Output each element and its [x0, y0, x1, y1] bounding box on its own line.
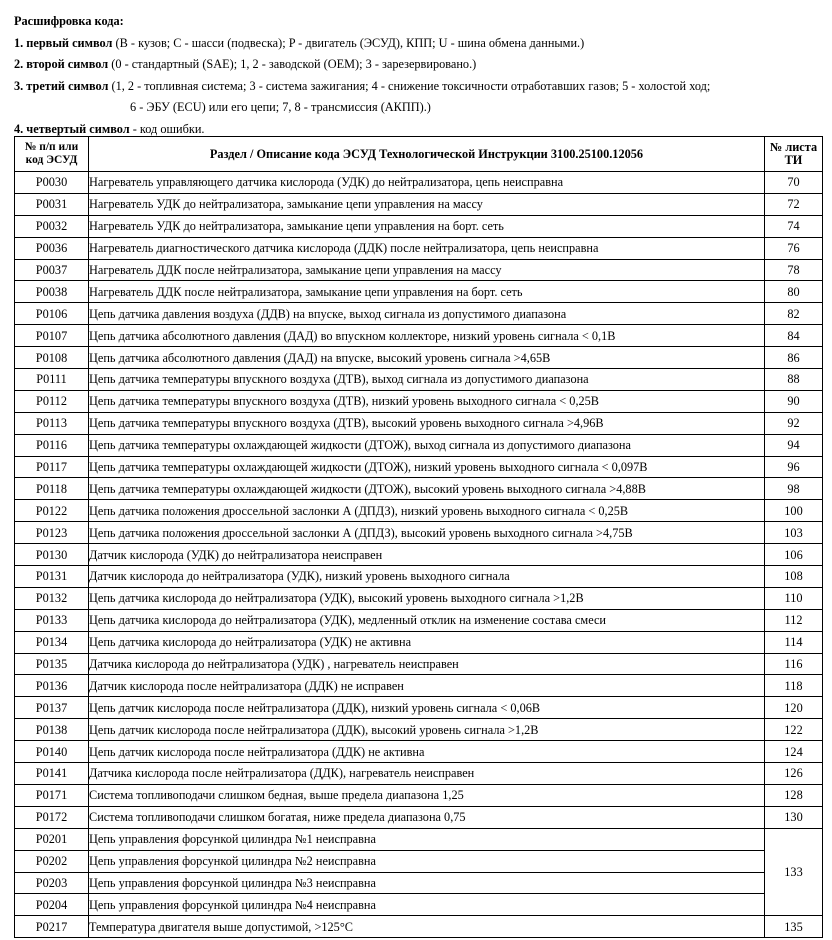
- error-code: P0202: [15, 850, 89, 872]
- error-description: Нагреватель УДК до нейтрализатора, замыкание цепи управления на массу: [89, 193, 765, 215]
- sheet-number: 116: [765, 653, 823, 675]
- sheet-number: 114: [765, 631, 823, 653]
- legend-line-3: [14, 76, 824, 98]
- sheet-number: 90: [765, 390, 823, 412]
- sheet-number: 88: [765, 369, 823, 391]
- legend-text: (1, 2 - топливная система; 3 - система зажигания; 4 - снижение токсичности отработавших газов; 5 - холостой ход;: [108, 78, 711, 93]
- error-code: P0031: [15, 193, 89, 215]
- sheet-number: 112: [765, 609, 823, 631]
- table-row: [15, 675, 823, 697]
- error-description: Цепь датчика кислорода до нейтрализатора (УДК), медленный отклик на изменение состава смеси: [89, 609, 765, 631]
- table-row: [15, 193, 823, 215]
- table-row: [15, 544, 823, 566]
- error-description: Цепь датчика давления воздуха (ДДВ) на впуске, выход сигнала из допустимого диапазона: [89, 303, 765, 325]
- sheet-number: 103: [765, 522, 823, 544]
- table-row: [15, 806, 823, 828]
- table-row: [15, 828, 823, 850]
- header-code-line2: код ЭСУД: [25, 154, 78, 166]
- sheet-number: 130: [765, 806, 823, 828]
- error-description: Цепь управления форсункой цилиндра №4 неисправна: [89, 894, 765, 916]
- legend-line-2: [14, 54, 824, 76]
- sheet-number: 98: [765, 478, 823, 500]
- table-row: [15, 697, 823, 719]
- table-row: [15, 719, 823, 741]
- error-code: P0030: [15, 172, 89, 194]
- error-description: Цепь датчика температуры охлаждающей жидкости (ДТОЖ), выход сигнала из допустимого диапазона: [89, 434, 765, 456]
- table-row: [15, 500, 823, 522]
- table-row: [15, 763, 823, 785]
- header-code: [15, 137, 89, 172]
- table-row: [15, 741, 823, 763]
- table-row: [15, 325, 823, 347]
- error-code: P0032: [15, 215, 89, 237]
- error-code-table: [14, 136, 823, 938]
- error-description: Температура двигателя выше допустимой, >125°С: [89, 916, 765, 938]
- error-description: Цепь датчика абсолютного давления (ДАД) во впускном коллекторе, низкий уровень сигнала < 0,1В: [89, 325, 765, 347]
- table-row: [15, 478, 823, 500]
- table-row: [15, 894, 823, 916]
- legend-text: - код ошибки.: [129, 121, 205, 136]
- error-code: P0172: [15, 806, 89, 828]
- error-description: Система топливоподачи слишком богатая, ниже предела диапазона 0,75: [89, 806, 765, 828]
- error-code: P0123: [15, 522, 89, 544]
- error-code: P0117: [15, 456, 89, 478]
- legend-label: 4. четвертый символ: [14, 121, 130, 136]
- legend-text: (0 - стандартный (SAE); 1, 2 - заводской (OEM); 3 - зарезервировано.): [108, 57, 477, 71]
- table-row: [15, 631, 823, 653]
- error-code: P0118: [15, 478, 89, 500]
- error-description: Цепь датчика кислорода до нейтрализатора (УДК), высокий уровень выходного сигнала >1,2В: [89, 587, 765, 609]
- table-row: [15, 522, 823, 544]
- table-row: [15, 172, 823, 194]
- error-description: Цепь управления форсункой цилиндра №3 неисправна: [89, 872, 765, 894]
- table-row: [15, 587, 823, 609]
- sheet-number: 72: [765, 193, 823, 215]
- error-description: Цепь управления форсункой цилиндра №2 неисправна: [89, 850, 765, 872]
- sheet-number: 82: [765, 303, 823, 325]
- error-code: P0036: [15, 237, 89, 259]
- sheet-number: 122: [765, 719, 823, 741]
- error-description: Нагреватель ДДК после нейтрализатора, замыкание цепи управления на массу: [89, 259, 765, 281]
- error-description: Нагреватель управляющего датчика кислорода (УДК) до нейтрализатора, цепь неисправна: [89, 172, 765, 194]
- error-code: P0122: [15, 500, 89, 522]
- sheet-number: 120: [765, 697, 823, 719]
- error-description: Система топливоподачи слишком бедная, выше предела диапазона 1,25: [89, 784, 765, 806]
- error-description: Цепь датчика температуры впускного воздуха (ДТВ), низкий уровень выходного сигнала < 0,25В: [89, 390, 765, 412]
- error-code: P0133: [15, 609, 89, 631]
- table-row: [15, 215, 823, 237]
- table-body: [15, 172, 823, 938]
- sheet-number: 92: [765, 412, 823, 434]
- error-code: P0135: [15, 653, 89, 675]
- legend-label: 2. второй символ: [14, 57, 109, 71]
- table-row: [15, 434, 823, 456]
- error-description: Датчик кислорода после нейтрализатора (ДДК) не исправен: [89, 675, 765, 697]
- error-code: P0201: [15, 828, 89, 850]
- table-row: [15, 916, 823, 938]
- error-code: P0113: [15, 412, 89, 434]
- error-code: P0132: [15, 587, 89, 609]
- table-row: [15, 390, 823, 412]
- sheet-number: 133: [765, 828, 823, 916]
- table-header-row: [15, 137, 823, 172]
- error-description: Цепь датчик кислорода после нейтрализатора (ДДК), высокий уровень сигнала >1,2В: [89, 719, 765, 741]
- sheet-number: 106: [765, 544, 823, 566]
- table-row: [15, 784, 823, 806]
- sheet-number: 80: [765, 281, 823, 303]
- error-code: P0037: [15, 259, 89, 281]
- table-row: [15, 237, 823, 259]
- error-code: P0106: [15, 303, 89, 325]
- error-description: Нагреватель УДК до нейтрализатора, замыкание цепи управления на борт. сеть: [89, 215, 765, 237]
- error-code: P0217: [15, 916, 89, 938]
- error-description: Цепь датчик кислорода после нейтрализатора (ДДК), низкий уровень сигнала < 0,06В: [89, 697, 765, 719]
- legend-label: 1. первый символ: [14, 35, 113, 50]
- sheet-number: 84: [765, 325, 823, 347]
- error-code: P0203: [15, 872, 89, 894]
- legend-title: Расшифровка кода:: [14, 14, 124, 28]
- error-description: Датчик кислорода до нейтрализатора (УДК), низкий уровень выходного сигнала: [89, 566, 765, 588]
- error-code: P0141: [15, 763, 89, 785]
- error-description: Цепь датчика температуры впускного воздуха (ДТВ), выход сигнала из допустимого диапазона: [89, 369, 765, 391]
- header-page: [765, 137, 823, 172]
- error-description: Нагреватель ДДК после нейтрализатора, замыкание цепи управления на борт. сеть: [89, 281, 765, 303]
- error-description: Цепь датчика абсолютного давления (ДАД) на впуске, высокий уровень сигнала >4,65В: [89, 347, 765, 369]
- error-description: Цепь датчика положения дроссельной заслонки А (ДПДЗ), низкий уровень выходного сигнала < 0,25В: [89, 500, 765, 522]
- header-description: Раздел / Описание кода ЭСУД Технологической Инструкции 3100.25100.12056: [89, 137, 765, 172]
- error-description: Нагреватель диагностического датчика кислорода (ДДК) после нейтрализатора, цепь неисправна: [89, 237, 765, 259]
- error-code: P0134: [15, 631, 89, 653]
- error-code: P0111: [15, 369, 89, 391]
- error-code: P0138: [15, 719, 89, 741]
- sheet-number: 110: [765, 587, 823, 609]
- table-row: [15, 566, 823, 588]
- error-code: P0038: [15, 281, 89, 303]
- error-description: Цепь датчик кислорода после нейтрализатора (ДДК) не активна: [89, 741, 765, 763]
- error-description: Цепь датчика температуры охлаждающей жидкости (ДТОЖ), низкий уровень выходного сигнала < 0,097В: [89, 456, 765, 478]
- sheet-number: 76: [765, 237, 823, 259]
- error-description: Датчика кислорода до нейтрализатора (УДК) , нагреватель неисправен: [89, 653, 765, 675]
- sheet-number: 78: [765, 259, 823, 281]
- error-code: P0107: [15, 325, 89, 347]
- header-page-line2: ТИ: [784, 153, 803, 167]
- error-code: P0137: [15, 697, 89, 719]
- sheet-number: 70: [765, 172, 823, 194]
- table-row: [15, 653, 823, 675]
- error-code: P0130: [15, 544, 89, 566]
- sheet-number: 108: [765, 566, 823, 588]
- error-description: Цепь управления форсункой цилиндра №1 неисправна: [89, 828, 765, 850]
- error-description: Цепь датчика положения дроссельной заслонки А (ДПДЗ), высокий уровень выходного сигнала >4,75В: [89, 522, 765, 544]
- legend-text: 6 - ЭБУ (ECU) или его цепи; 7, 8 - трансмиссия (АКПП).): [130, 100, 431, 114]
- error-description: Цепь датчика кислорода до нейтрализатора (УДК) не активна: [89, 631, 765, 653]
- table-row: [15, 281, 823, 303]
- header-page-line1: № листа: [769, 140, 818, 154]
- sheet-number: 96: [765, 456, 823, 478]
- table-row: [15, 259, 823, 281]
- legend-text: (B - кузов; C - шасси (подвеска); P - двигатель (ЭСУД), КПП; U - шина обмена данными.): [112, 35, 585, 50]
- error-code: P0131: [15, 566, 89, 588]
- sheet-number: 118: [765, 675, 823, 697]
- error-code: P0116: [15, 434, 89, 456]
- table-row: [15, 369, 823, 391]
- sheet-number: 86: [765, 347, 823, 369]
- error-description: Датчик кислорода (УДК) до нейтрализатора неисправен: [89, 544, 765, 566]
- error-code: P0171: [15, 784, 89, 806]
- sheet-number: 100: [765, 500, 823, 522]
- legend-line-3-continued: [14, 97, 824, 119]
- error-code: P0140: [15, 741, 89, 763]
- error-description: Датчика кислорода после нейтрализатора (ДДК), нагреватель неисправен: [89, 763, 765, 785]
- table-row: [15, 412, 823, 434]
- sheet-number: 126: [765, 763, 823, 785]
- error-description: Цепь датчика температуры охлаждающей жидкости (ДТОЖ), высокий уровень выходного сигнала >4,88В: [89, 478, 765, 500]
- sheet-number: 135: [765, 916, 823, 938]
- sheet-number: 74: [765, 215, 823, 237]
- table-row: [15, 347, 823, 369]
- legend-line-1: [14, 33, 824, 55]
- table-row: [15, 609, 823, 631]
- legend-label: 3. третий символ: [14, 78, 109, 93]
- sheet-number: 128: [765, 784, 823, 806]
- table-row: [15, 872, 823, 894]
- code-legend: [14, 11, 824, 140]
- header-code-line1: № п/п или: [24, 141, 79, 153]
- error-code: P0204: [15, 894, 89, 916]
- error-code: P0136: [15, 675, 89, 697]
- error-description: Цепь датчика температуры впускного воздуха (ДТВ), высокий уровень выходного сигнала >4,96В: [89, 412, 765, 434]
- sheet-number: 94: [765, 434, 823, 456]
- sheet-number: 124: [765, 741, 823, 763]
- table-row: [15, 456, 823, 478]
- error-code: P0112: [15, 390, 89, 412]
- table-row: [15, 850, 823, 872]
- error-code: P0108: [15, 347, 89, 369]
- table-row: [15, 303, 823, 325]
